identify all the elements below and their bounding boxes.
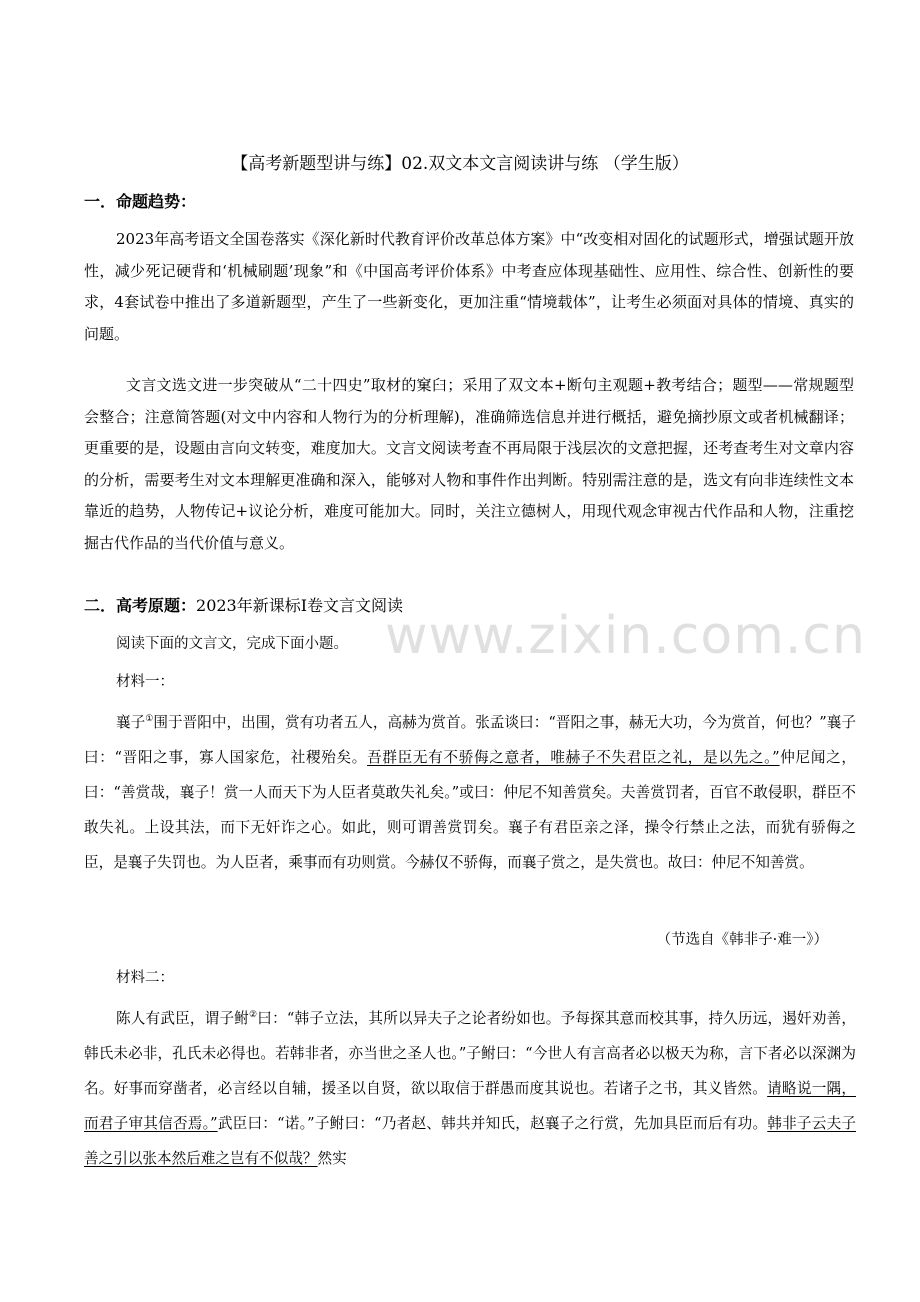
- material-1-text-a: 襄子: [116, 713, 146, 731]
- material-1-text: [84, 702, 856, 880]
- material-2-underlined-sentence-1: 请略说一隅，而君子审其信否焉。”: [84, 1079, 856, 1132]
- trend-paragraph-1: 2023年高考语文全国卷落实《深化新时代教育评价改革总体方案》中“改变相对固化的试题形式，增强试题开放性，减少死记硬背和‘机械刷题’现象”和《中国高考评价体系》中考查应体现基础性、应用性、综合性、创新性的要求，4套试卷中推出了多道新题型，产生了一些新变化，更加注重“情境载体”，让考生必须面对具体的情境、真实的问题。: [84, 230, 854, 343]
- material-1-label: 材料一：: [116, 674, 174, 690]
- material-2-text-d: 然实: [317, 1149, 347, 1167]
- watermark: www.zixin.com.cn: [385, 606, 866, 666]
- material-2-text-b: 曰：“韩子立法，其所以异夫子之论者纷如也。予每探其意而校其事，持久历远，遏奸劝善，韩氏未必非，孔氏未必得也。若韩非者，亦当世之圣人也。”子鲋曰：“今世人有言高者必以极天为称，言下者必以深渊为名。好事而穿凿者，必言经以自辅，援圣以自贤，欲以取信于群愚而度其说也。若诸子之书，其义皆然。: [84, 1009, 856, 1097]
- material-2-text: [84, 998, 856, 1176]
- material-2-text-c: 武臣曰：“诺。”子鲋曰：“乃者赵、韩共并知氏，赵襄子之行赏，先加具臣而后有功。: [217, 1114, 768, 1132]
- reading-instruction: 阅读下面的文言文，完成下面小题。: [116, 636, 348, 652]
- material-2-label: 材料二：: [116, 970, 174, 986]
- material-2-underlined-sentence-2: 韩非子云夫子善之引以张本然后难之岂有不似哉？: [84, 1114, 856, 1167]
- material-1-text-b: 围于晋阳中，出围，赏有功者五人，高赫为赏首。张孟谈曰：“晋阳之事，赫无大功，今为赏首，何也？”襄子曰：“晋阳之事，寡人国家危，社稷殆矣。: [84, 713, 856, 766]
- section-heading-trend-text: 一．命题趋势：: [84, 192, 197, 211]
- material-1-underlined-sentence: 吾群臣无有不骄侮之意者，唯赫子不失君臣之礼，是以先之。”: [367, 748, 780, 766]
- footnote-mark-2: ②: [249, 1010, 258, 1020]
- page-title: 【高考新题型讲与练】02.双文本文言阅读讲与练 （学生版）: [231, 154, 689, 174]
- section-heading-trend: [84, 190, 196, 214]
- material-1-text-c: 仲尼闻之，曰：“善赏哉，襄子！赏一人而天下为人臣者莫敢失礼矣。”或曰：仲尼不知善赏矣。夫善赏罚者，百官不敢侵职，群臣不敢失礼。上设其法，而下无奸诈之心。如此，则可谓善赏罚矣。襄子有君臣亲之泽，操令行禁止之法，而犹有骄侮之臣，是襄子失罚也。为人臣者，乘事而有功则赏。今赫仅不骄侮，而襄子赏之，是失赏也。故曰：仲尼不知善赏。: [84, 748, 856, 871]
- section-heading-original-bold: 二．高考原题：: [84, 596, 197, 615]
- section-heading-original-rest: 2023年新课标Ⅰ卷文言文阅读: [196, 596, 404, 615]
- material-2-text-a: 陈人有武臣，谓子鲋: [116, 1009, 250, 1027]
- trend-paragraph-2: 文言文选文进一步突破从“二十四史”取材的窠臼；采用了双文本+断句主观题+教考结合；题型——常规题型会整合；注意简答题(对文中内容和人物行为的分析理解)，准确筛选信息并进行概括，避免摘抄原文或者机械翻译；更重要的是，设题由言向文转变，难度加大。文言文阅读考查不再局限于浅层次的文意把握，还考查考生对文章内容的分析，需要考生对文本理解更准确和深入，能够对人物和事件作出判断。特别需注意的是，选文有向非连续性文本靠近的趋势，人物传记+议论分析，难度可能加大。同时，关注立德树人，用现代观念审视古代作品和人物，注重挖掘古代作品的当代价值与意义。: [84, 376, 854, 552]
- material-1-source: （节选自《韩非子·难一》）: [656, 932, 828, 948]
- section-heading-original: [84, 594, 403, 618]
- footnote-mark-1: ①: [145, 714, 154, 724]
